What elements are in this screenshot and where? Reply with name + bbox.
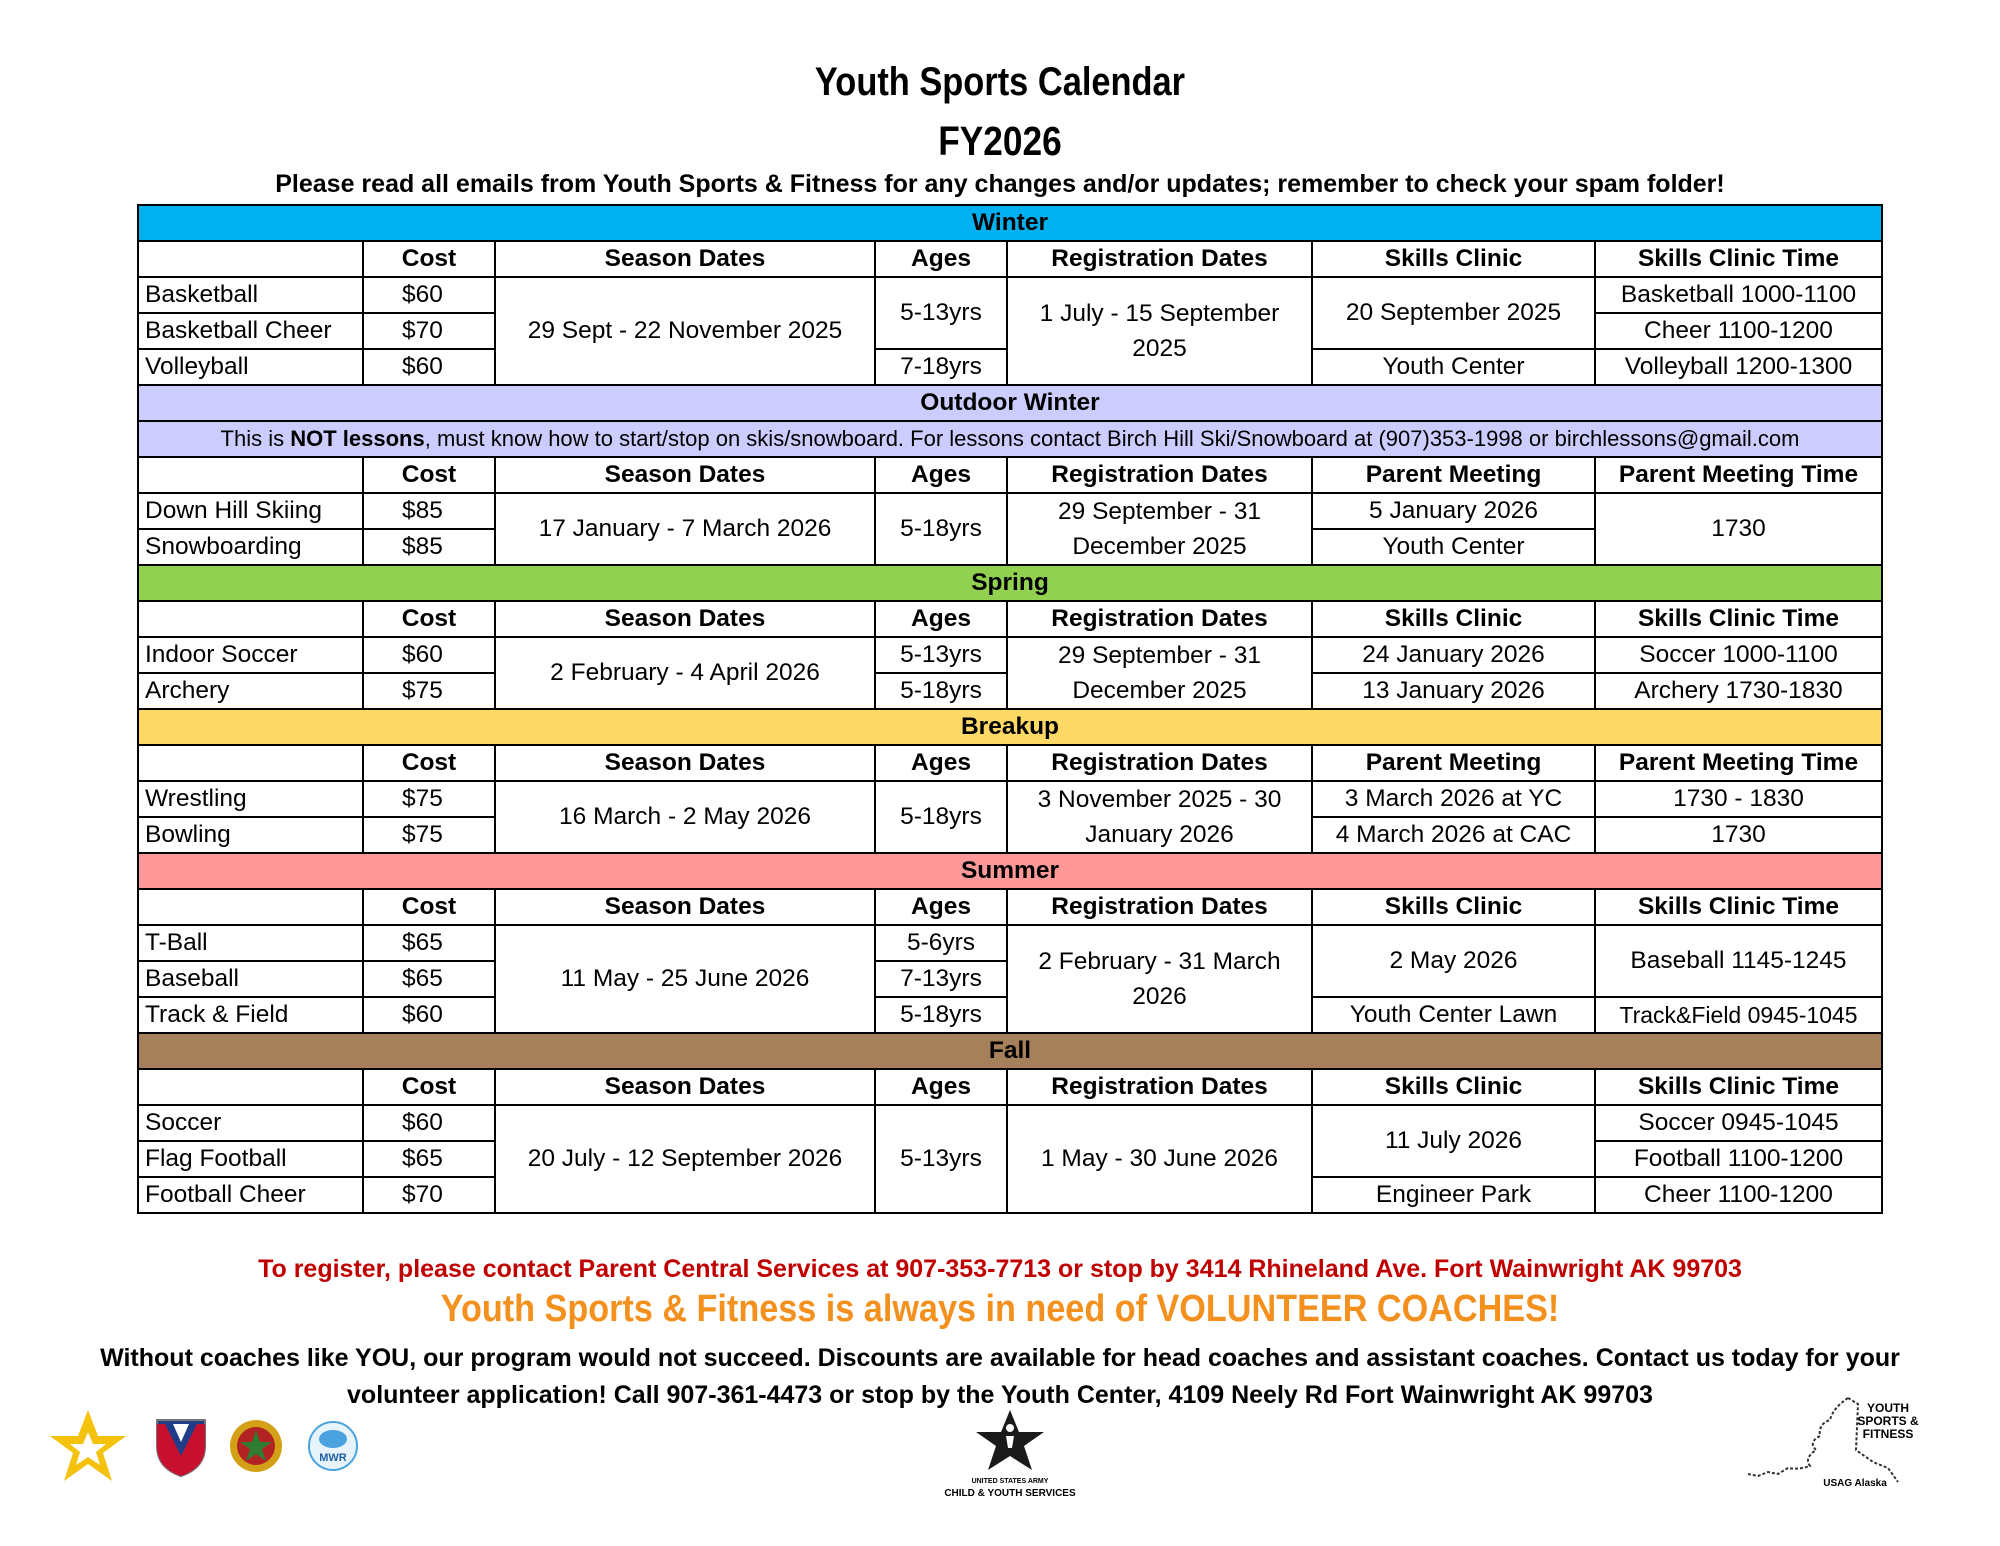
volunteer-banner: Youth Sports & Fitness is always in need of VOLUNTEER COACHES!	[440, 1288, 1560, 1330]
skills-clinic-time: Cheer 1100-1200	[1595, 1177, 1882, 1213]
note-emphasis: NOT lessons	[290, 426, 425, 451]
col-ages: Ages	[875, 241, 1007, 277]
parent-meeting-time: 1730	[1595, 817, 1882, 853]
col-season-dates: Season Dates	[495, 889, 875, 925]
col-parent-meeting-time: Parent Meeting Time	[1595, 745, 1882, 781]
season-label: Winter	[138, 205, 1882, 241]
table-row	[138, 493, 1882, 529]
registration-dates: 1 July - 15 September 2025	[1007, 277, 1312, 385]
col-registration-dates: Registration Dates	[1007, 601, 1312, 637]
army-shield-icon	[155, 1416, 207, 1478]
col-parent-meeting-time: Parent Meeting Time	[1595, 457, 1882, 493]
blank-header-cell	[138, 745, 363, 781]
sport-cost: $75	[363, 817, 495, 853]
col-season-dates: Season Dates	[495, 745, 875, 781]
season-label: Spring	[138, 565, 1882, 601]
skills-clinic-time: Soccer 0945-1045	[1595, 1105, 1882, 1141]
ages: 5-18yrs	[875, 781, 1007, 853]
sport-name: Basketball Cheer	[138, 313, 363, 349]
col-registration-dates: Registration Dates	[1007, 889, 1312, 925]
sport-name: Down Hill Skiing	[138, 493, 363, 529]
sport-name: Baseball	[138, 961, 363, 997]
fiscal-year: FY2026	[938, 118, 1062, 164]
season-header-summer	[138, 853, 1882, 889]
sport-cost: $65	[363, 1141, 495, 1177]
col-season-dates: Season Dates	[495, 601, 875, 637]
col-season-dates: Season Dates	[495, 241, 875, 277]
sport-cost: $85	[363, 493, 495, 529]
sport-name: Indoor Soccer	[138, 637, 363, 673]
registration-dates: 2 February - 31 March 2026	[1007, 925, 1312, 1033]
parent-meeting: 3 March 2026 at YC	[1312, 781, 1595, 817]
season-label: Breakup	[138, 709, 1882, 745]
col-cost: Cost	[363, 889, 495, 925]
table-row	[138, 925, 1882, 961]
gold-star-icon	[48, 1408, 128, 1484]
meeting-location: Youth Center	[1312, 529, 1595, 565]
sport-cost: $60	[363, 637, 495, 673]
blank-header-cell	[138, 889, 363, 925]
cys-label: CHILD & YOUTH SERVICES	[944, 1488, 1076, 1499]
col-skills-clinic-time: Skills Clinic Time	[1595, 241, 1882, 277]
blank-header-cell	[138, 457, 363, 493]
ysf-label: YOUTH SPORTS & FITNESS	[1857, 1401, 1919, 1441]
clinic-location: Engineer Park	[1312, 1177, 1595, 1213]
table-row	[138, 637, 1882, 673]
col-cost: Cost	[363, 457, 495, 493]
season-dates: 17 January - 7 March 2026	[495, 493, 875, 565]
season-dates: 20 July - 12 September 2026	[495, 1105, 875, 1213]
col-skills-clinic-time: Skills Clinic Time	[1595, 889, 1882, 925]
sport-name: T-Ball	[138, 925, 363, 961]
blank-header-cell	[138, 241, 363, 277]
skills-clinic-time: Football 1100-1200	[1595, 1141, 1882, 1177]
blank-header-cell	[138, 601, 363, 637]
sport-name: Basketball	[138, 277, 363, 313]
col-cost: Cost	[363, 241, 495, 277]
sport-cost: $70	[363, 1177, 495, 1213]
season-dates: 11 May - 25 June 2026	[495, 925, 875, 1033]
parent-meeting: 4 March 2026 at CAC	[1312, 817, 1595, 853]
skills-clinic: 13 January 2026	[1312, 673, 1595, 709]
skills-clinic-time: Track&Field 0945-1045	[1595, 997, 1882, 1033]
col-parent-meeting: Parent Meeting	[1312, 745, 1595, 781]
note-text: , must know how to start/stop on skis/snowboard. For lessons contact Birch Hill Ski/Snowboard at (907)353-1998 or birchlessons@gmail.com	[424, 426, 1800, 451]
clinic-location: Youth Center	[1312, 349, 1595, 385]
registration-dates: 3 November 2025 - 30 January 2026	[1007, 781, 1312, 853]
mwr-label: MWR	[319, 1452, 347, 1464]
sport-cost: $65	[363, 961, 495, 997]
ages: 5-13yrs	[875, 277, 1007, 349]
sport-cost: $85	[363, 529, 495, 565]
ages: 5-18yrs	[875, 997, 1007, 1033]
sport-name: Archery	[138, 673, 363, 709]
col-skills-clinic: Skills Clinic	[1312, 889, 1595, 925]
calendar-table	[137, 204, 1883, 1214]
season-header-breakup	[138, 709, 1882, 745]
skills-clinic: 24 January 2026	[1312, 637, 1595, 673]
season-label: Fall	[138, 1033, 1882, 1069]
col-cost: Cost	[363, 1069, 495, 1105]
table-row	[138, 1105, 1882, 1141]
col-ages: Ages	[875, 745, 1007, 781]
clinic-location: Youth Center Lawn	[1312, 997, 1595, 1033]
sport-cost: $65	[363, 925, 495, 961]
sport-cost: $70	[363, 313, 495, 349]
season-header-outdoor-winter	[138, 385, 1882, 421]
page-title: Youth Sports Calendar	[814, 60, 1186, 104]
sport-cost: $75	[363, 781, 495, 817]
season-label: Outdoor Winter	[138, 385, 1882, 421]
season-header-spring	[138, 565, 1882, 601]
season-header-fall	[138, 1033, 1882, 1069]
col-season-dates: Season Dates	[495, 1069, 875, 1105]
registration-info: To register, please contact Parent Central Services at 907-353-7713 or stop by 3414 Rhineland Ave. Fort Wainwright AK 99703	[258, 1255, 1742, 1283]
skills-clinic-time: Basketball 1000-1100	[1595, 277, 1882, 313]
skills-clinic-time: Volleyball 1200-1300	[1595, 349, 1882, 385]
outdoor-note-row	[138, 421, 1882, 457]
blank-header-cell	[138, 1069, 363, 1105]
col-cost: Cost	[363, 745, 495, 781]
col-registration-dates: Registration Dates	[1007, 457, 1312, 493]
col-skills-clinic: Skills Clinic	[1312, 601, 1595, 637]
skills-clinic: 2 May 2026	[1312, 925, 1595, 997]
sport-name: Flag Football	[138, 1141, 363, 1177]
sport-name: Volleyball	[138, 349, 363, 385]
col-ages: Ages	[875, 601, 1007, 637]
parent-meeting: 5 January 2026	[1312, 493, 1595, 529]
skills-clinic-time: Cheer 1100-1200	[1595, 313, 1882, 349]
col-parent-meeting: Parent Meeting	[1312, 457, 1595, 493]
army-crest-icon	[228, 1418, 284, 1474]
season-header-winter	[138, 205, 1882, 241]
col-registration-dates: Registration Dates	[1007, 241, 1312, 277]
column-header-row	[138, 457, 1882, 493]
column-header-row	[138, 241, 1882, 277]
sport-name: Soccer	[138, 1105, 363, 1141]
sport-name: Football Cheer	[138, 1177, 363, 1213]
parent-meeting-time: 1730 - 1830	[1595, 781, 1882, 817]
ages: 5-18yrs	[875, 673, 1007, 709]
sport-cost: $60	[363, 1105, 495, 1141]
registration-dates: 29 September - 31 December 2025	[1007, 637, 1312, 709]
cys-star-icon	[970, 1408, 1050, 1472]
column-header-row	[138, 1069, 1882, 1105]
mwr-globe-icon	[306, 1419, 360, 1473]
table-row	[138, 781, 1882, 817]
skills-clinic: 20 September 2025	[1312, 277, 1595, 349]
col-skills-clinic-time: Skills Clinic Time	[1595, 601, 1882, 637]
sport-name: Bowling	[138, 817, 363, 853]
sport-cost: $75	[363, 673, 495, 709]
sport-name: Wrestling	[138, 781, 363, 817]
ages: 5-18yrs	[875, 493, 1007, 565]
ages: 7-18yrs	[875, 349, 1007, 385]
volunteer-paragraph: Without coaches like YOU, our program would not succeed. Discounts are available for head coaches and assistant coaches. Contact us today for your volunteer application! Call 907-361-4473 or stop by the Youth Center, 4109 Neely Rd Fort Wainwright AK 99703	[100, 1344, 1900, 1409]
ages: 7-13yrs	[875, 961, 1007, 997]
col-ages: Ages	[875, 1069, 1007, 1105]
col-ages: Ages	[875, 457, 1007, 493]
col-skills-clinic-time: Skills Clinic Time	[1595, 1069, 1882, 1105]
ages: 5-6yrs	[875, 925, 1007, 961]
sport-name: Snowboarding	[138, 529, 363, 565]
season-label: Summer	[138, 853, 1882, 889]
sport-name: Track & Field	[138, 997, 363, 1033]
email-notice: Please read all emails from Youth Sports & Fitness for any changes and/or updates; remember to check your spam folder!	[275, 170, 1725, 198]
sport-cost: $60	[363, 997, 495, 1033]
col-cost: Cost	[363, 601, 495, 637]
col-skills-clinic: Skills Clinic	[1312, 241, 1595, 277]
ages: 5-13yrs	[875, 1105, 1007, 1213]
sport-cost: $60	[363, 277, 495, 313]
col-skills-clinic: Skills Clinic	[1312, 1069, 1595, 1105]
col-registration-dates: Registration Dates	[1007, 745, 1312, 781]
season-dates: 29 Sept - 22 November 2025	[495, 277, 875, 385]
registration-dates: 1 May - 30 June 2026	[1007, 1105, 1312, 1213]
note-text: This is	[220, 426, 291, 451]
column-header-row	[138, 601, 1882, 637]
sport-cost: $60	[363, 349, 495, 385]
skills-clinic-time: Soccer 1000-1100	[1595, 637, 1882, 673]
skills-clinic-time: Archery 1730-1830	[1595, 673, 1882, 709]
season-dates: 2 February - 4 April 2026	[495, 637, 875, 709]
skills-clinic: 11 July 2026	[1312, 1105, 1595, 1177]
col-registration-dates: Registration Dates	[1007, 1069, 1312, 1105]
season-dates: 16 March - 2 May 2026	[495, 781, 875, 853]
outdoor-note	[138, 421, 1882, 457]
usag-label: USAG Alaska	[1823, 1478, 1887, 1489]
col-season-dates: Season Dates	[495, 457, 875, 493]
registration-dates: 29 September - 31 December 2025	[1007, 493, 1312, 565]
ages: 5-13yrs	[875, 637, 1007, 673]
parent-meeting-time: 1730	[1595, 493, 1882, 565]
column-header-row	[138, 889, 1882, 925]
table-row	[138, 277, 1882, 313]
skills-clinic-time: Baseball 1145-1245	[1595, 925, 1882, 997]
cys-top-label: UNITED STATES ARMY	[971, 1478, 1049, 1485]
column-header-row	[138, 745, 1882, 781]
col-ages: Ages	[875, 889, 1007, 925]
